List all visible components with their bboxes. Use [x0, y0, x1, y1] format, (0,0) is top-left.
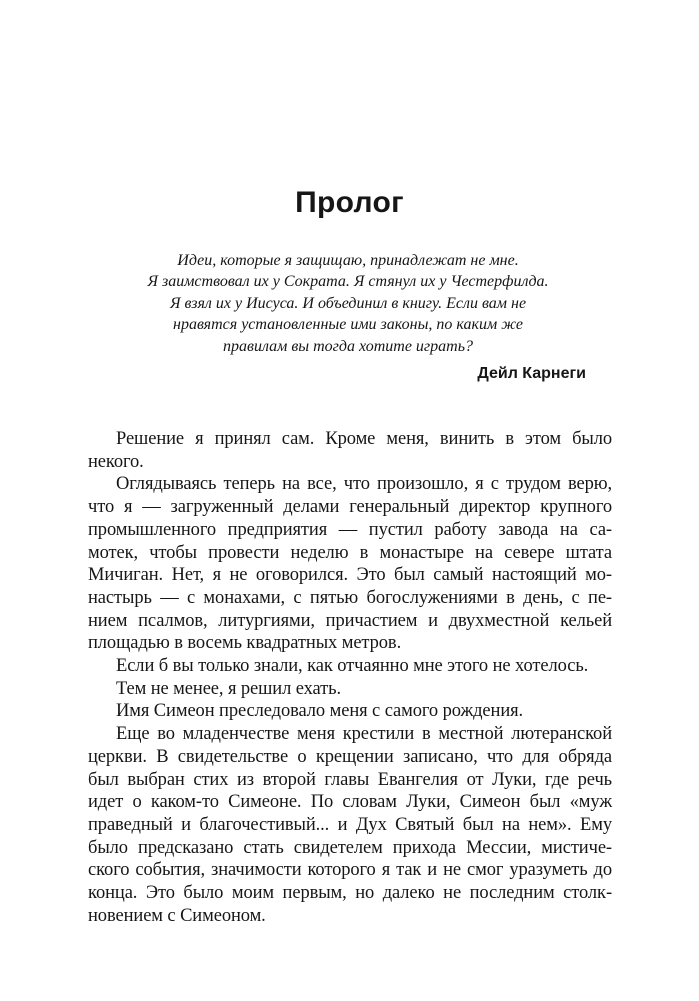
- text-line: промышленного предприятия — пустил работу завода на са-: [88, 519, 612, 540]
- text-line: нием псалмов, литургиями, причастием и двухместной кельей: [88, 610, 612, 631]
- text-line: было предсказано стать свидетелем прихода Мессии, мистиче-: [88, 837, 612, 858]
- paragraph: [88, 473, 612, 655]
- text-line: площадью в восемь квадратных метров.: [88, 633, 402, 654]
- chapter-title: Пролог: [295, 186, 404, 219]
- paragraph: [88, 655, 612, 678]
- text-line: мотек, чтобы провести неделю в монастыре на севере штата: [88, 542, 612, 563]
- paragraph: [88, 700, 612, 723]
- text-line: Тем не менее, я решил ехать.: [116, 678, 342, 699]
- paragraph: [88, 723, 612, 927]
- text-line: Еще во младенчестве меня крестили в местной лютеранской: [116, 724, 612, 745]
- epigraph: [110, 250, 586, 357]
- text-line: новением с Симеоном.: [88, 905, 266, 926]
- text-line: некого.: [88, 451, 144, 472]
- text-line: был выбран стих из второй главы Евангелия от Луки, где речь: [88, 769, 612, 790]
- text-line: что я — загруженный делами генеральный директор крупного: [88, 497, 612, 518]
- text-line: Решение я принял сам. Кроме меня, винить в этом было: [116, 429, 612, 449]
- epigraph-attribution: Дейл Карнеги: [477, 365, 586, 382]
- epigraph-line: Идеи, которые я защищаю, принадлежат не мне.: [177, 252, 519, 269]
- text-line: церкви. В свидетельстве о крещении записано, что для обряда: [88, 746, 612, 767]
- text-line: идет о каком-то Симеоне. По словам Луки, Симеон был «муж: [88, 792, 612, 813]
- paragraph: [88, 428, 612, 473]
- epigraph-line: Я взял их у Иисуса. И объединил в книгу. Если вам не: [169, 294, 527, 312]
- text-line: ского события, значимости которого я так и не смог уразуметь до: [88, 860, 612, 881]
- text-line: праведный и благочестивый... и Дух Святый был на нем». Ему: [88, 814, 612, 835]
- text-line: Имя Симеон преследовало меня с самого рождения.: [116, 701, 524, 722]
- paragraph: [88, 678, 612, 701]
- body-text: [88, 428, 612, 927]
- text-line: конца. Это было моим первым, но далеко не последним столк-: [88, 883, 612, 904]
- text-line: Мичиган. Нет, я не оговорился. Это был самый настоящий мо-: [88, 565, 612, 586]
- epigraph-line: правилам вы тогда хотите играть?: [223, 337, 473, 355]
- text-line: настырь — с монахами, с пятью богослужениями в день, с пе-: [88, 587, 612, 608]
- text-line: Оглядываясь теперь на все, что произошло, я с трудом верю,: [116, 474, 612, 495]
- epigraph-line: нравятся установленные ими законы, по каким же: [173, 316, 523, 334]
- text-line: Если б вы только знали, как отчаянно мне этого не хотелось.: [116, 656, 589, 677]
- epigraph-line: Я заимствовал их у Сократа. Я стянул их у Честерфилда.: [147, 273, 549, 291]
